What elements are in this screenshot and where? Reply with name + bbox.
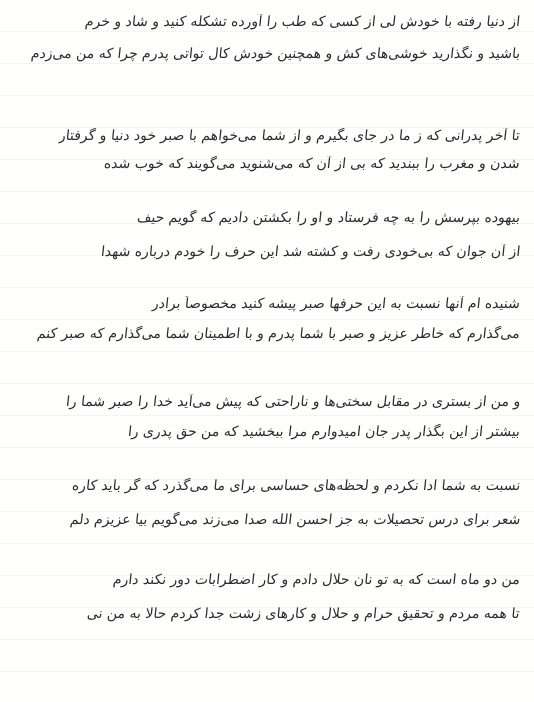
handwritten-line: نسبت به شما ادا نکردم و لحظه‌های حساسی برای ما می‌گذرد که گر باید کاره (70, 478, 521, 494)
handwritten-line: بیهوده بپرسش را به چه فرستاد و او را بکشتن دادیم که گویم حیف (136, 210, 521, 226)
handwritten-line: شنیده ام آنها نسبت به این حرفها صبر پیشه کنید مخصوصاً برادر (151, 296, 521, 312)
handwritten-line: شدن و مغرب را ببندید که بی از آن که می‌شنوید می‌گویند که خوب شده (103, 156, 521, 172)
handwritten-line: می‌گذارم که خاطر عزیز و صبر با شما پدرم و با اطمینان شما می‌گذارم که صبر کنم (36, 326, 521, 342)
handwritten-line: تا همه مردم و تحقیق حرام و حلال و کارهای زشت جدا کردم حالا به من نی (86, 606, 521, 622)
handwritten-line: بیشتر از این بگذار پدر جان امیدوارم مرا ببخشید که من حق پدری را (127, 424, 521, 440)
handwritten-line: من دو ماه است که به تو نان حلال دادم و کار اضطرابات دور نکند دارم (112, 572, 521, 588)
handwritten-line: باشید و نگذارید خوشی‌های کش و همچنین خودش کال تواتی پدرم چرا که من می‌زدم (29, 46, 521, 62)
handwritten-line: از آن جوان که بی‌خودی رفت و کشته شد این حرف را خودم درباره شهدا (99, 244, 521, 260)
handwritten-line: و من از بستری در مقابل سختی‌ها و ناراحتی که پیش می‌آید خدا را صبر شما را (64, 394, 521, 410)
handwritten-line: از دنیا رفته با خودش لی از کسی که طب را آورده تشکله کنید و شاد و خرم (84, 14, 521, 30)
handwritten-line: شعر برای درس تحصیلات به جز احسن الله صدا می‌زند می‌گویم بیا عزیزم دلم (68, 512, 521, 528)
handwritten-line: تا آخر پدرانی که ز ما در جای بگیرم و از شما می‌خواهم با صبر خود دنیا و گرفتار (58, 128, 521, 144)
